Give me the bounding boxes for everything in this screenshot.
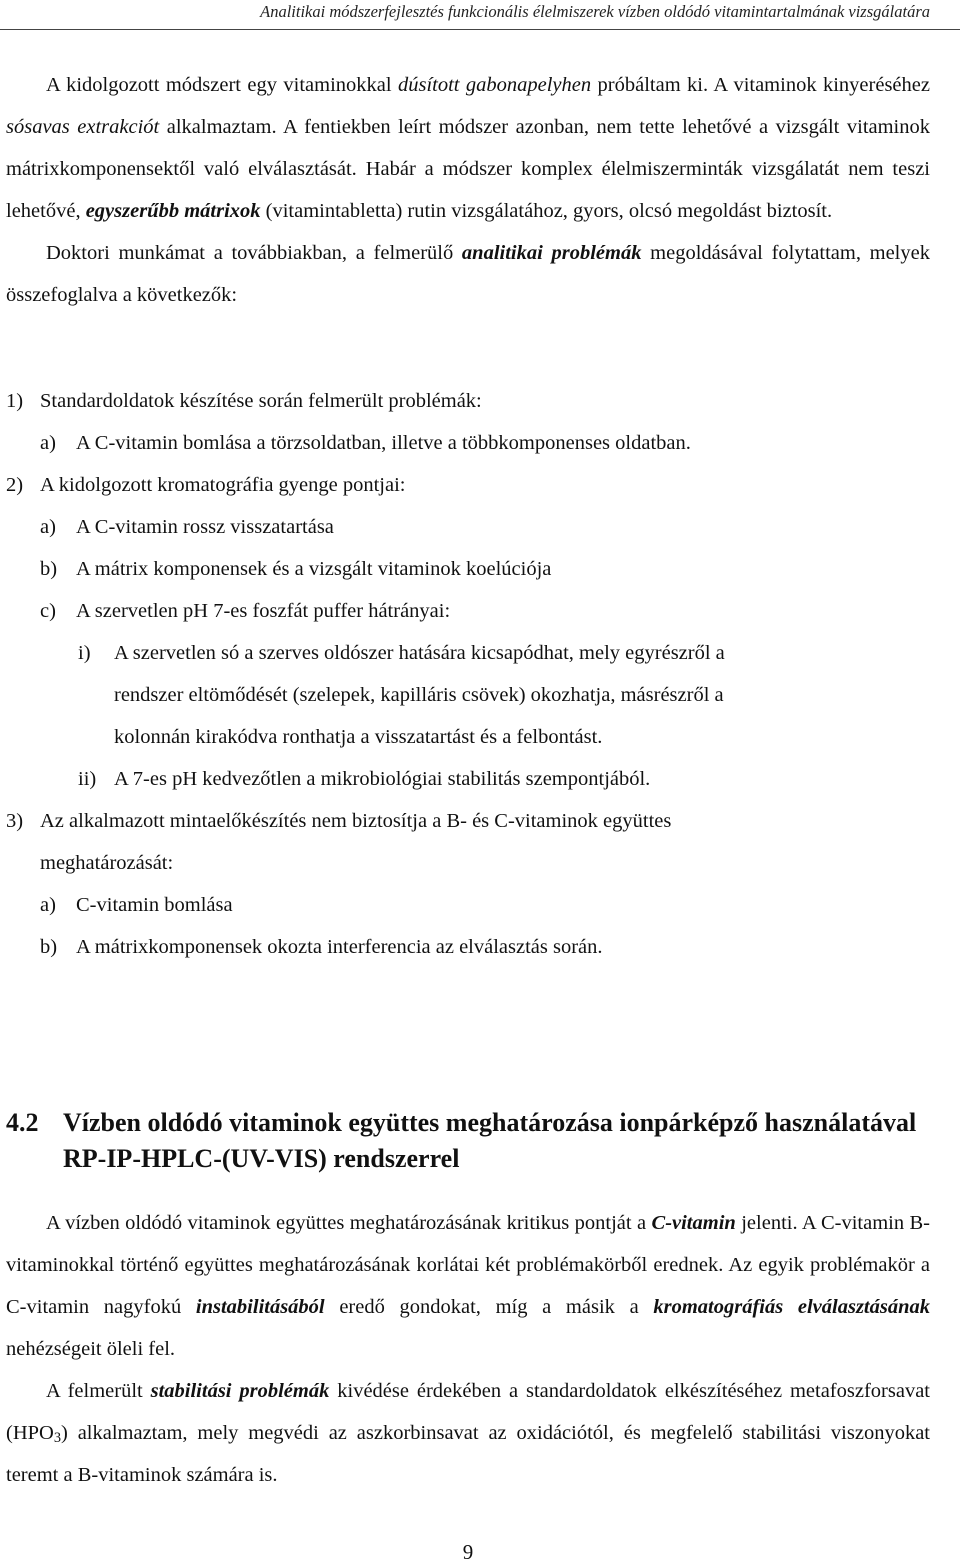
list-item-2cii — [6, 758, 930, 800]
section-title: Vízben oldódó vitaminok együttes meghatározása ionpárképző használatával RP-IP-HPLC-(UV-VIS) rendszerrel — [63, 1108, 917, 1173]
paragraph-1 — [6, 64, 930, 232]
list-item-3b-text: A mátrixkomponensek okozta interferencia az elválasztás során. — [76, 936, 603, 958]
list-item-2cii-text: A 7-es pH kedvezőtlen a mikrobiológiai stabilitás szempontjából. — [114, 768, 651, 790]
list-item-2a-text: A C-vitamin rossz visszatartása — [76, 516, 334, 538]
list-item-3-cont — [6, 842, 930, 884]
list-item-2c-text: A szervetlen pH 7-es foszfát puffer hátrányai: — [76, 600, 451, 622]
p1-italic-extrakcio: sósavas extrakciót — [6, 116, 160, 138]
list-item-2ci-cont-1 — [6, 674, 930, 716]
section-number: 4.2 — [6, 1108, 39, 1137]
p2-bold-italic-problemak: analitikai problémák — [461, 242, 642, 264]
list-item-3a-text: C-vitamin bomlása — [76, 894, 233, 916]
p4-text-2: kivédése érdekében a standardoldatok elkészítéséhez metafoszforsavat (HPO — [6, 1380, 930, 1444]
list-item-2ci-text-3: kolonnán kirakódva ronthatja a visszatartást és a felbontást. — [114, 726, 603, 748]
list-item-2b-text: A mátrix komponensek és a vizsgált vitaminok koelúciója — [76, 558, 552, 580]
paragraph-3 — [6, 1202, 930, 1370]
list-label-1a: a) — [40, 432, 56, 454]
list-item-2 — [6, 464, 930, 506]
list-item-2c — [6, 590, 930, 632]
main-content — [6, 64, 930, 968]
list-item-2a — [6, 506, 930, 548]
section-content — [6, 1202, 930, 1496]
p3-text-3: eredő gondokat, míg a másik a — [324, 1296, 654, 1318]
list-item-2ci-text-2: rendszer eltömődését (szelepek, kapilláris csövek) okozhatja, másrészről a — [114, 684, 724, 706]
list-label-3b: b) — [40, 936, 58, 958]
p3-bold-italic-elvalasztas: kromatográfiás elválasztásának — [653, 1296, 930, 1318]
spacer — [6, 316, 930, 380]
list-item-1a-text: A C-vitamin bomlása a törzsoldatban, illetve a többkomponenses oldatban. — [76, 432, 691, 454]
list-number-3: 3) — [6, 810, 24, 832]
p3-bold-italic-instabilitas: instabilitásából — [195, 1296, 325, 1318]
list-item-2-text: A kidolgozott kromatográfia gyenge pontjai: — [40, 474, 406, 496]
list-item-1 — [6, 380, 930, 422]
list-label-2a: a) — [40, 516, 56, 538]
paragraph-2 — [6, 232, 930, 316]
p4-text-3: ) alkalmaztam, mely megvédi az aszkorbinsavat az oxidációtól, és megfelelő stabilitási viszonyokat teremt a B-vitaminok számára is. — [6, 1422, 930, 1486]
list-item-3a — [6, 884, 930, 926]
p1-italic-gabonapely: dúsított gabonapelyhen — [397, 74, 592, 96]
p3-bold-italic-cvitamin: C-vitamin — [651, 1212, 736, 1234]
p2-text-1: Doktori munkámat a továbbiakban, a felmerülő — [46, 242, 462, 264]
list-item-2ci — [6, 632, 930, 674]
running-header: Analitikai módszerfejlesztés funkcionális élelmiszerek vízben oldódó vitamintartalmának vizsgálatára — [0, 0, 960, 30]
p4-text-1: A felmerült — [46, 1380, 151, 1402]
p3-text-4: nehézségeit öleli fel. — [6, 1338, 176, 1360]
p1-text-4: (vitamintabletta) rutin vizsgálatához, gyors, olcsó megoldást biztosít. — [260, 200, 833, 222]
p3-text-2: jelenti. A C-vitamin B-vitaminokkal történő együttes meghatározásának korlátai két problémakörből erednek. Az egyik problémakör a C-vitamin nagyfokú — [6, 1212, 930, 1318]
p4-bold-italic-stabilitasi: stabilitási problémák — [150, 1380, 330, 1402]
list-label-2c: c) — [40, 600, 56, 622]
problem-list — [6, 380, 930, 968]
list-label-2b: b) — [40, 558, 58, 580]
list-item-2b — [6, 548, 930, 590]
list-item-2ci-text-1: A szervetlen só a szerves oldószer hatására kicsapódhat, mely egyrészről a — [114, 642, 725, 664]
p1-text-2: próbáltam ki. A vitaminok kinyeréséhez — [591, 74, 930, 96]
list-item-1a — [6, 422, 930, 464]
list-item-2ci-cont-2 — [6, 716, 930, 758]
p1-bold-italic-matrixok: egyszerűbb mátrixok — [85, 200, 261, 222]
p4-subscript: 3 — [53, 1430, 62, 1446]
list-item-1-text: Standardoldatok készítése során felmerült problémák: — [40, 390, 482, 412]
p3-text-1: A vízben oldódó vitaminok együttes meghatározásának kritikus pontját a — [46, 1212, 652, 1234]
list-label-2ci: i) — [78, 642, 91, 664]
list-item-3-text-1: Az alkalmazott mintaelőkészítés nem biztosítja a B- és C-vitaminok együttes — [40, 810, 672, 832]
p1-text-3: alkalmaztam. A fentiekben leírt módszer azonban, nem tette lehetővé a vizsgált vitaminok mátrixkomponensektől való elválasztását. Habár a módszer komplex élelmiszerminták vizsgálatát nem teszi lehetővé, — [6, 116, 931, 222]
list-number-2: 2) — [6, 474, 24, 496]
list-label-3a: a) — [40, 894, 56, 916]
list-label-2cii: ii) — [78, 768, 97, 790]
list-item-3 — [6, 800, 930, 842]
list-item-3b — [6, 926, 930, 968]
list-number-1: 1) — [6, 390, 24, 412]
list-item-3-text-2: meghatározását: — [40, 852, 174, 874]
p1-text-1: A kidolgozott módszert egy vitaminokkal — [46, 74, 398, 96]
p2-text-2: megoldásával folytattam, melyek összefoglalva a következők: — [6, 242, 930, 306]
page-number: 9 — [462, 1540, 474, 1564]
paragraph-4 — [6, 1370, 930, 1496]
